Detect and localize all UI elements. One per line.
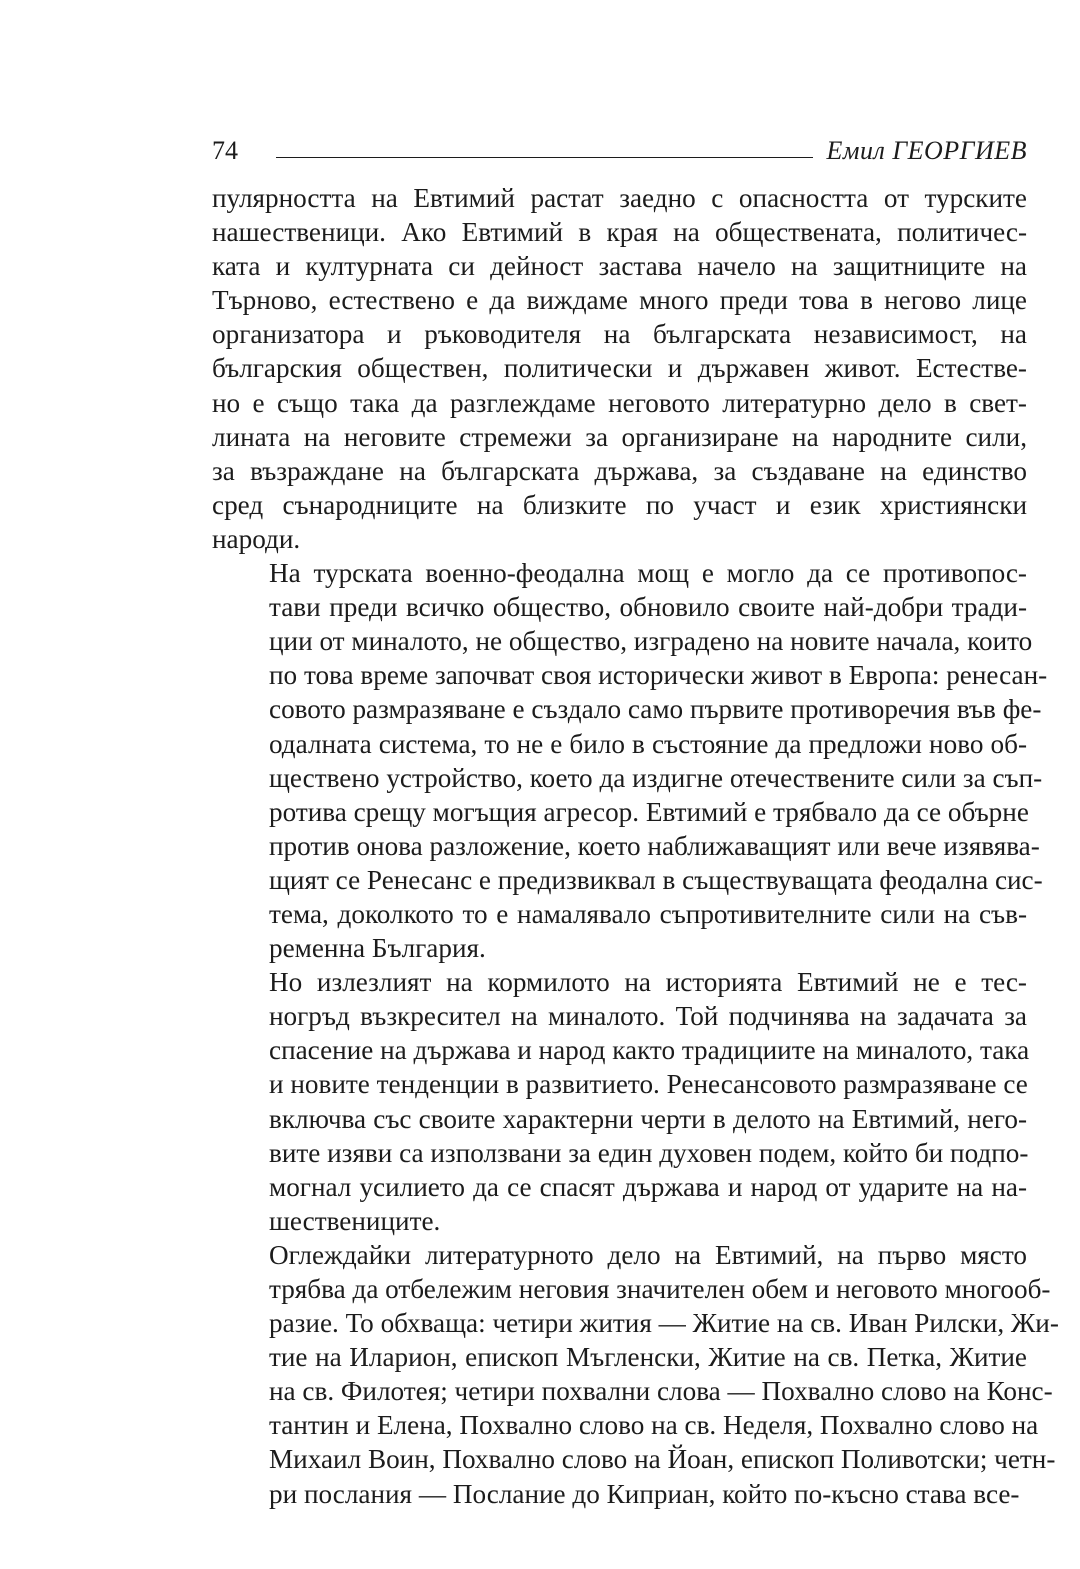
- text-line: Михаил Воин, Похвално слово на Йоан, епископ Поливотски; четн-: [269, 1444, 1056, 1475]
- text-line: Търново, естествено е да виждаме много преди това в негово лице: [212, 285, 1027, 316]
- text-line: Но излезлият на кормилото на историята Евтимий не е тес-: [269, 967, 1027, 998]
- paragraph: [212, 1238, 1059, 1511]
- text-line: разие. То обхваща: четири жития — Житие на св. Иван Рилски, Жи-: [269, 1308, 1059, 1339]
- text-line: ногръд възкресител на миналото. Той подчинява на задачата за: [269, 1001, 1027, 1032]
- text-line: лината на неговите стремежи за организиране на народните сили,: [212, 421, 1027, 452]
- text-line: Оглеждайки литературното дело на Евтимий, на първо място: [269, 1239, 1027, 1270]
- text-line: на св. Филотея; четири похвални слова — Похвално слово на Конс-: [269, 1376, 1053, 1407]
- page-number: 74: [212, 136, 238, 165]
- text-line: тантин и Елена, Похвално слово на св. Неделя, Похвално слово на: [269, 1410, 1039, 1441]
- header-rule: [276, 157, 813, 158]
- paragraph: [212, 965, 1030, 1238]
- text-line: ката и културната си дейност застава начело на защитниците на: [212, 251, 1027, 282]
- text-line: българския обществен, политически и държавен живот. Естестве-: [212, 353, 1027, 384]
- running-head: [212, 126, 1027, 166]
- text-line: тави преди всичко общество, обновило своите най-добри тради-: [269, 592, 1027, 623]
- body-text: [212, 181, 1059, 1511]
- text-line: сред сънародниците на близките по участ и език християнски: [212, 489, 1027, 520]
- text-line: тема, доколкото то е намалявало съпротивителните сили на съв-: [269, 898, 1027, 929]
- running-head-author: Емил ГЕОРГИЕВ: [826, 136, 1027, 165]
- text-line: нашественици. Ако Евтимий в края на обществената, политичес-: [212, 217, 1027, 248]
- text-line: народи.: [212, 523, 301, 554]
- text-line: тие на Иларион, епископ Мъгленски, Житие на св. Петка, Житие: [269, 1342, 1027, 1373]
- paragraph: [212, 181, 1027, 556]
- text-line: вите изяви са използвани за един духовен подем, който би подпо-: [269, 1137, 1029, 1168]
- text-line: против онова разложение, което наближаващият или вече изявява-: [269, 830, 1040, 861]
- text-line: ротива срещу могъщия агресор. Евтимий е трябвало да се обърне: [269, 796, 1029, 827]
- text-line: могнал усилието да се спасят държава и народ от ударите на на-: [269, 1171, 1027, 1202]
- text-line: совото размразяване е създало само първите противоречия във фе-: [269, 694, 1042, 725]
- text-line: ременна България.: [269, 933, 486, 964]
- text-line: включва със своите характерни черти в делото на Евтимий, него-: [269, 1103, 1027, 1134]
- text-line: спасение на държава и народ както традициите на миналото, така: [269, 1035, 1030, 1066]
- text-line: и новите тенденции в развитието. Ренесансовото размразяване се: [269, 1069, 1028, 1100]
- text-line: На турската военно-феодална мощ е могло да се противопос-: [269, 558, 1027, 589]
- text-line: шествениците.: [269, 1205, 441, 1236]
- paragraph: [212, 556, 1048, 965]
- text-line: по това време започват своя исторически живот в Европа: ренесан-: [269, 660, 1048, 691]
- text-line: пулярността на Евтимий растат заедно с опасността от турските: [212, 183, 1027, 213]
- text-line: одалната система, то не е било в състояние да предложи ново об-: [269, 728, 1027, 759]
- text-line: ри послания — Послание до Киприан, който по-късно става все-: [269, 1478, 1020, 1509]
- text-line: организатора и ръководителя на българската независимост, на: [212, 319, 1027, 350]
- text-line: ции от миналото, не общество, изградено на новите начала, които: [269, 626, 1033, 657]
- text-line: но е също така да разглеждаме неговото литературно дело в свет-: [212, 387, 1027, 418]
- text-line: за възраждане на българската държава, за създаване на единство: [212, 455, 1027, 486]
- text-line: щият се Ренесанс е предизвиквал в съществуващата феодална сис-: [269, 864, 1043, 895]
- text-line: ществено устройство, което да издигне отечествените сили за съп-: [269, 762, 1043, 793]
- text-line: трябва да отбележим неговия значителен обем и неговото многооб-: [269, 1274, 1051, 1304]
